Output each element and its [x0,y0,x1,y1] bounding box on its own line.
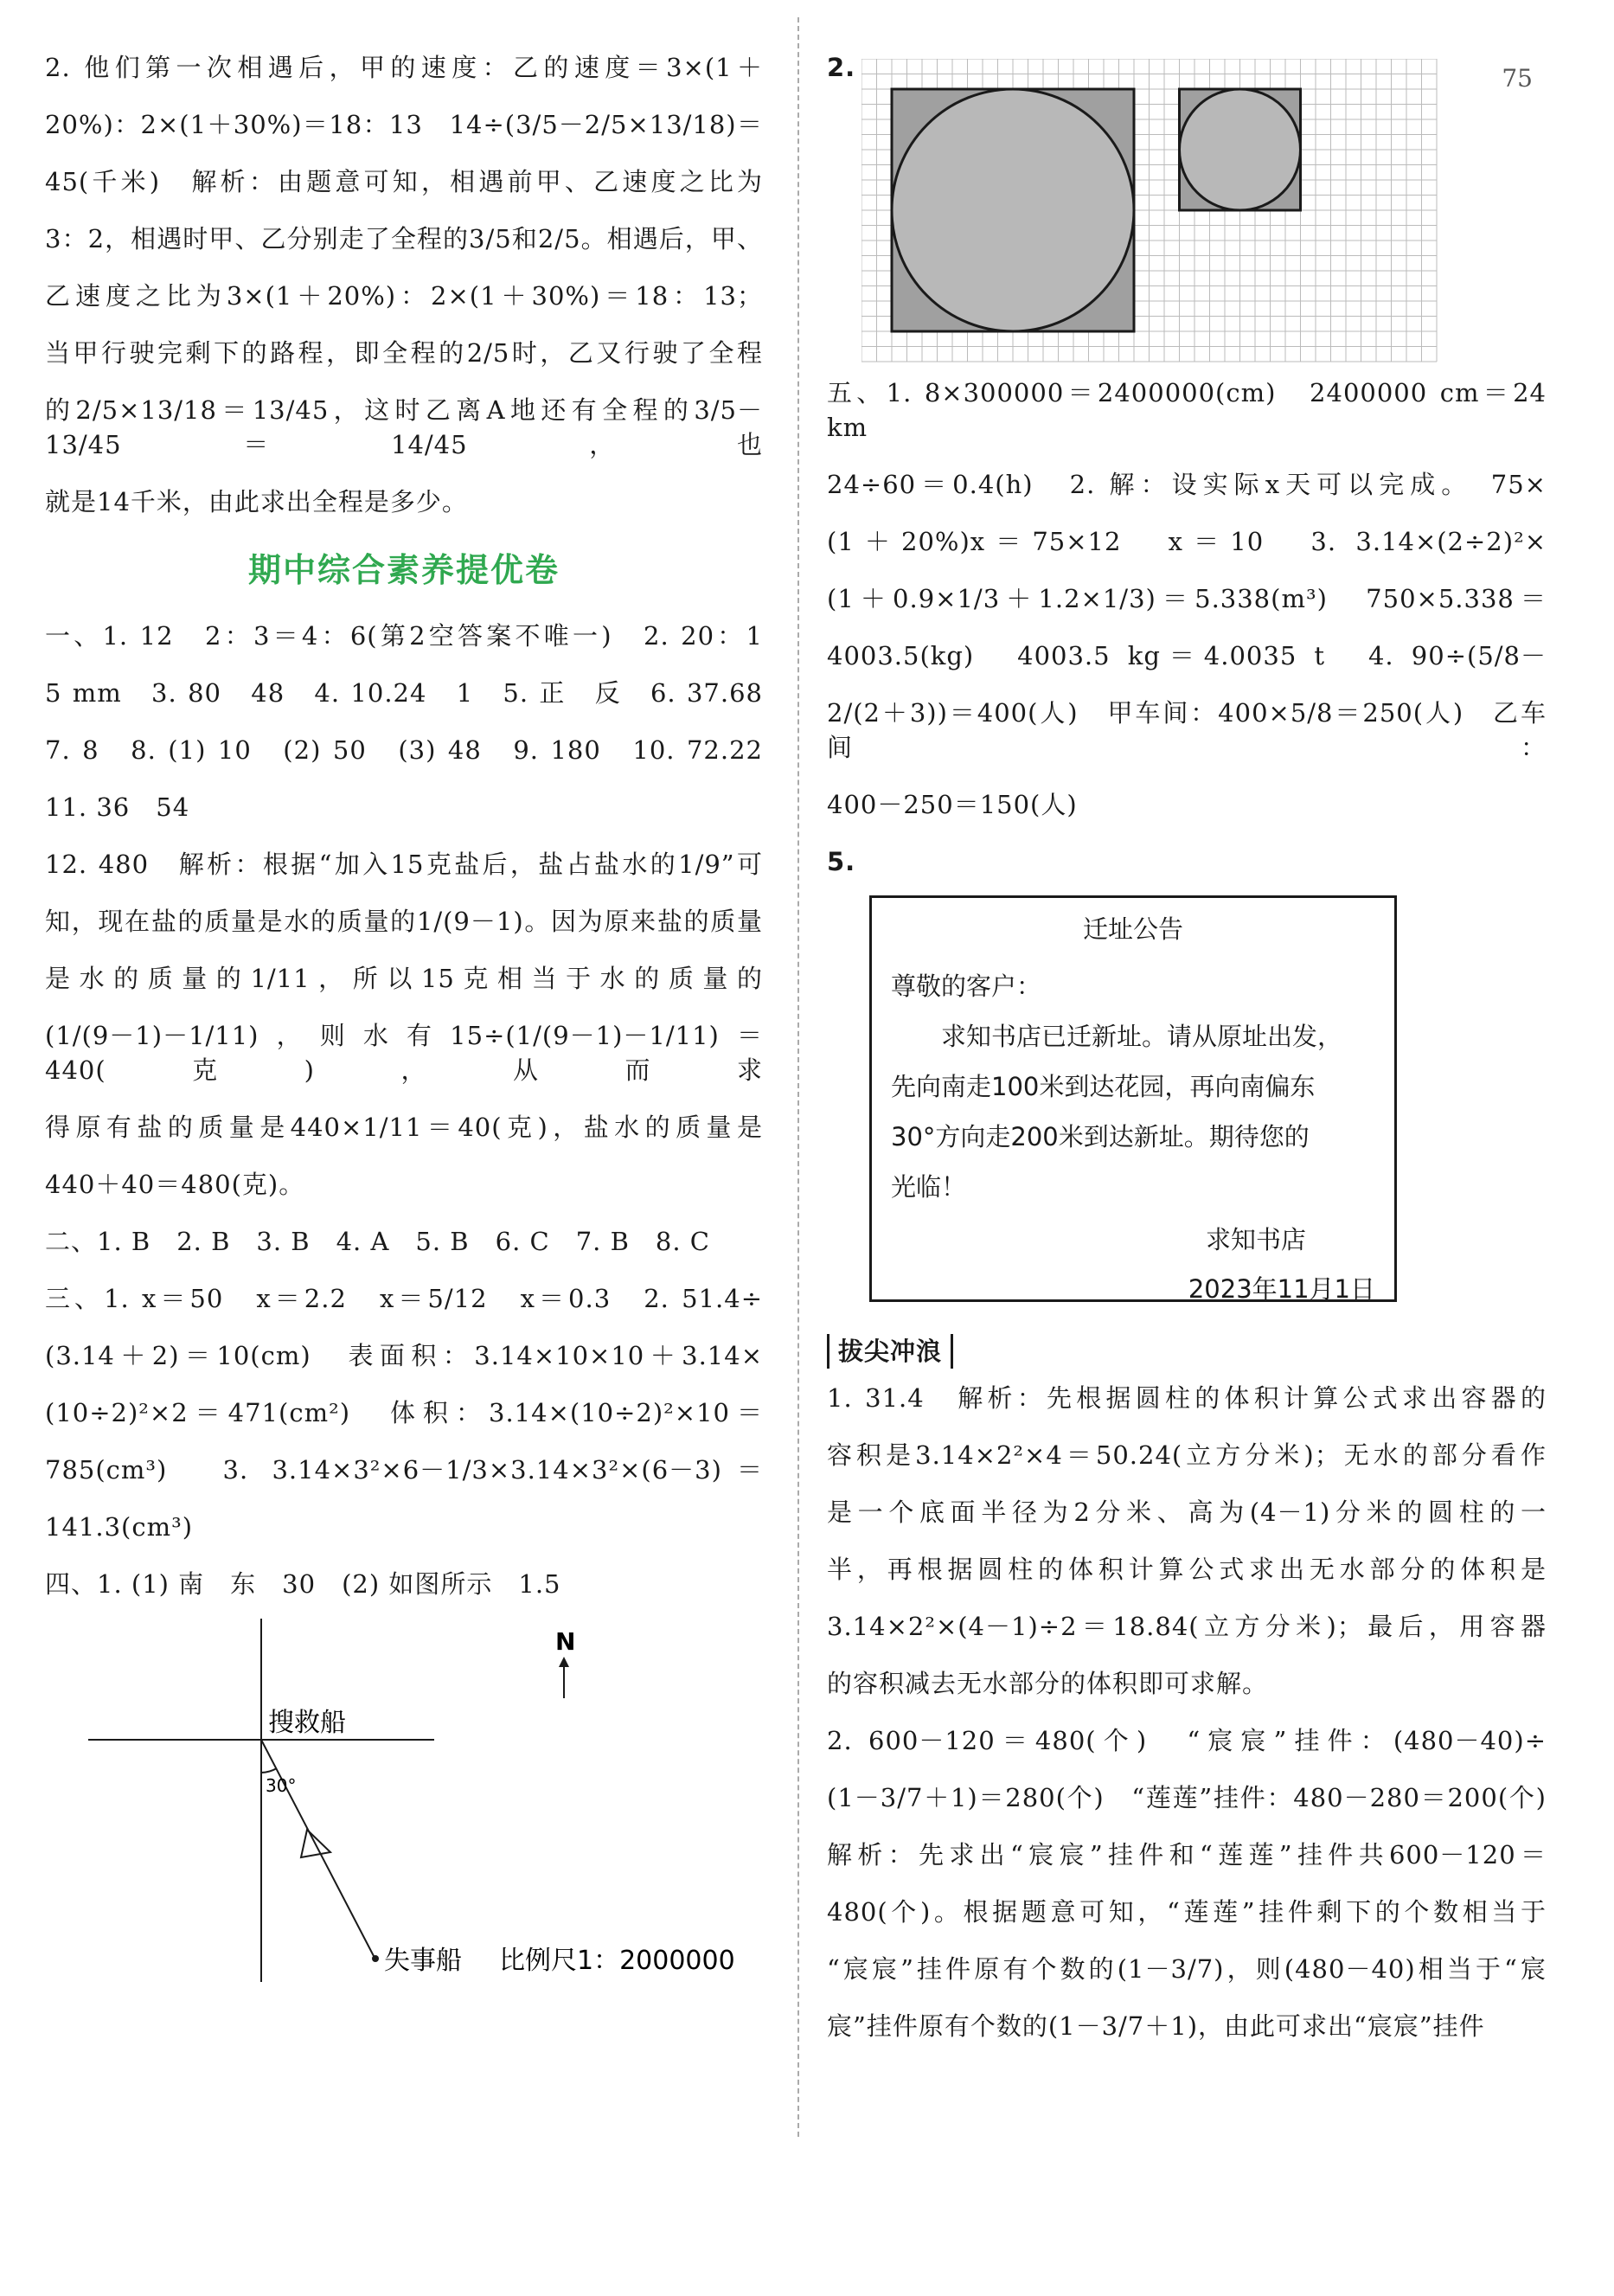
text-line: 2/(2＋3))＝400(人) 甲车间：400×5/8＝250(人) 乙车间： [827,698,1547,762]
text-line: 480(个)。根据题意可知，“莲莲”挂件剩下的个数相当于 [827,1897,1547,1927]
text-line: 解析：先求出“宸宸”挂件和“莲莲”挂件共600－120＝ [827,1840,1547,1870]
text-line: 是一个底面半径为2分米、高为(4－1)分米的圆柱的一 [827,1498,1547,1527]
notice-body-line: 光临！ [891,1172,967,1202]
text-line: (1＋20%)x＝75×12 x＝10 3. 3.14×(2÷2)²× [827,527,1547,556]
large-circle [892,89,1134,331]
notice-body-line: 先向南走100米到达花园，再向南偏东 [891,1072,1316,1101]
north-label: N [555,1627,576,1656]
text-line: 12. 480 解析：根据“加入15克盐后，盐占盐水的1/9”可 [45,850,763,879]
text-line: 一、1. 12 2：3＝4：6(第2空答案不唯一) 2. 20：1 [45,621,763,651]
text-line: 24÷60＝0.4(h) 2. 解：设实际x天可以完成。 75× [827,470,1547,499]
text-line: 4003.5(kg) 4003.5 kg＝4.0035 t 4. 90÷(5/8－ [827,641,1547,670]
text-line: (10÷2)²×2＝471(cm²) 体积：3.14×(10÷2)²×10＝ [45,1398,763,1427]
text-line: 就是14千米，由此求出全程是多少。 [45,487,468,516]
notice-signature: 求知书店 [1205,1225,1306,1254]
text-line: 得原有盐的质量是440×1/11＝40(克)，盐水的质量是 [45,1113,763,1142]
part-2-block [45,1224,763,1259]
text-line: 5 mm 3. 80 48 4. 10.24 1 5. 正 反 6. 37.68 [45,678,763,708]
bonus-answer-1 [827,1381,1547,1701]
section-title: 期中综合素养提优卷 [247,551,560,589]
text-line: “宸宸”挂件原有个数的(1－3/7)，则(480－40)相当于“宸 [827,1954,1547,1984]
wreck-label: 失事船 [384,1946,462,1976]
text-line: 2. 他们第一次相遇后，甲的速度：乙的速度＝3×(1＋ [45,53,763,82]
text-line: 11. 36 54 [45,792,190,822]
text-line: 宸”挂件原有个数的(1－3/7＋1)，由此可求出“宸宸”挂件 [827,2011,1485,2041]
part-3-block [45,1281,763,1544]
text-line: 2. 600－120＝480(个) “宸宸”挂件：(480－40)÷ [827,1726,1547,1755]
notice-date: 2023年11月1日 [1188,1274,1375,1304]
text-line: 400－250＝150(人) [827,790,1078,819]
text-line: 440＋40＝480(克)。 [45,1170,305,1199]
text-line: 的2/5×13/18＝13/45，这时乙离A地还有全程的3/5－13/45＝14/45，也 [45,395,763,459]
notice-title: 迁址公告 [1082,914,1183,944]
text-line: 当甲行驶完剩下的路程，即全程的2/5时，乙又行驶了全程 [45,338,763,368]
text-line: 知，现在盐的质量是水的质量的1/(9－1)。因为原来盐的质量 [45,907,763,936]
text-line: 785(cm³) 3. 3.14×3²×6－1/3×3.14×3²×(6－3)＝ [45,1455,763,1485]
text-line: 乙速度之比为3×(1＋20%)：2×(1＋30%)＝18：13； [45,281,763,311]
text-line: 五、1. 8×300000＝2400000(cm) 2400000 cm＝24 km [827,378,1547,442]
notice-body-line: 30°方向走200米到达新址。期待您的 [891,1122,1310,1151]
text-line: 1. 31.4 解析：先根据圆柱的体积计算公式求出容器的 [827,1383,1547,1413]
notice-body-line: 求知书店已迁新址。请从原址出发， [941,1022,1343,1051]
text-line: (1－3/7＋1)＝280(个) “莲莲”挂件：480－280＝200(个) [827,1783,1547,1812]
text-line: 三、1. x＝50 x＝2.2 x＝5/12 x＝0.3 2. 51.4÷ [45,1284,763,1313]
text-line: 3.14×2²×(4－1)÷2＝18.84(立方分米)；最后，用容器 [827,1612,1547,1641]
ship-label: 搜救船 [268,1708,346,1738]
bearing-line [261,1740,374,1956]
relocation-notice [869,895,1397,1302]
text-line: 二、1. B 2. B 3. B 4. A 5. B 6. C 7. B 8. C [45,1227,710,1256]
text-line: 的容积减去无水部分的体积即可求解。 [827,1669,1269,1698]
text-line: 是水的质量的1/11，所以15克相当于水的质量的 [45,964,763,993]
angle-arc [261,1768,277,1773]
text-line: (1＋0.9×1/3＋1.2×1/3)＝5.338(m³) 750×5.338＝ [827,584,1547,613]
part-4-line: 四、1. (1) 南 东 30 (2) 如图所示 1.5 [45,1569,561,1599]
text-line: 7. 8 8. (1) 10 (2) 50 (3) 48 9. 180 10. 72.22 [45,735,763,765]
bonus-tag: 拔尖冲浪 [827,1334,953,1369]
text-line: (1/(9－1)－1/11)，则水有15÷(1/(9－1)－1/11)＝440(克)，从而求 [45,1021,763,1085]
notice-greeting: 尊敬的客户： [891,972,1042,1001]
wreck-point [372,1955,379,1962]
question-5-label: 5. [827,847,856,876]
column-divider [797,17,799,2137]
text-line: 45(千米) 解析：由题意可知，相遇前甲、乙速度之比为 [45,167,763,196]
bonus-header [827,1334,1547,1369]
text-line: 20%)：2×(1＋30%)＝18：13 14÷(3/5－2/5×13/18)＝ [45,110,763,139]
text-line: (3.14＋2)＝10(cm) 表面积：3.14×10×10＋3.14× [45,1341,763,1370]
grid-circles-figure [861,59,1450,370]
text-line: 容积是3.14×2²×4＝50.24(立方分米)；无水的部分看作 [827,1440,1547,1470]
text-line: 3：2，相遇时甲、乙分别走了全程的3/5和2/5。相遇后，甲、 [45,224,763,253]
left-column [45,50,763,1999]
text-line: 半，再根据圆柱的体积计算公式求出无水部分的体积是 [827,1555,1547,1584]
page-number: 75 [1502,64,1533,93]
text-line: 141.3(cm³) [45,1512,194,1542]
angle-label: 30° [266,1775,297,1796]
bonus-answer-2 [827,1723,1547,2043]
question-2-label: 2. [827,53,856,82]
north-arrow-icon [559,1657,569,1667]
answer-2-block [45,50,763,519]
rescue-ship-diagram [45,1619,763,1999]
part-1-block [45,619,763,824]
grid-figure-row [827,50,1547,375]
answer-12-block [45,847,763,1202]
scale-label: 比例尺1：2000000 [499,1946,735,1976]
part-5-block [827,375,1547,822]
small-circle [1180,89,1301,210]
